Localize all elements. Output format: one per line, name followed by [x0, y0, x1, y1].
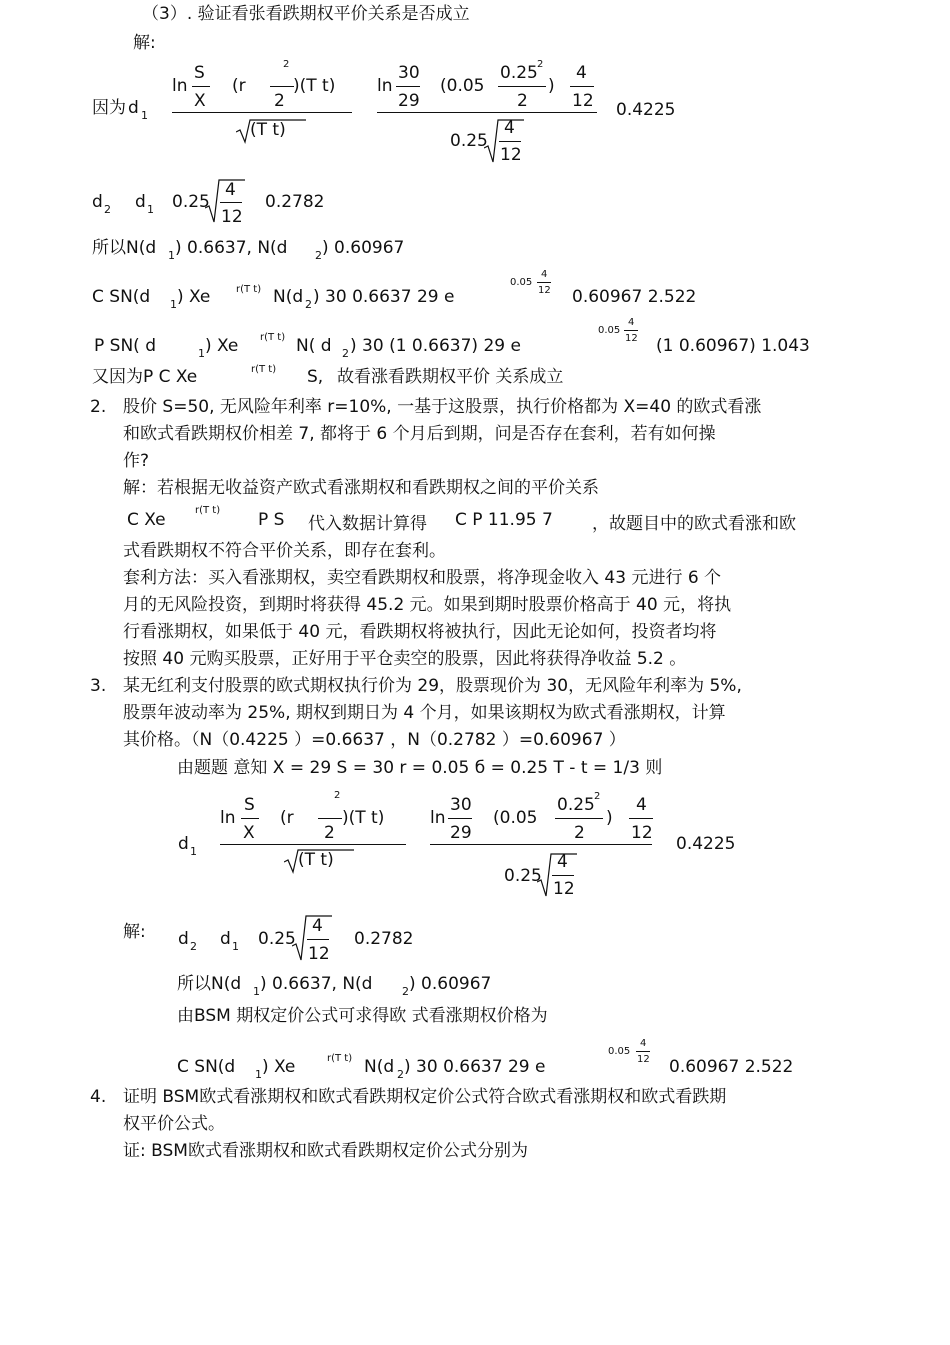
exponent: r(T t) — [195, 505, 221, 516]
Tt-term: )(T t) — [342, 808, 385, 828]
subscript: 1 — [198, 347, 205, 360]
section-3-title: （3）. 验证看张看跌期权平价关系是否成立 — [142, 4, 470, 24]
q3-line-1: 某无红利支付股票的欧式期权执行价为 29，股票现价为 30，无风险年利率为 5%, — [123, 676, 742, 696]
Xe-term: ) Xe — [177, 287, 211, 307]
Xe-term: ) Xe — [205, 336, 239, 356]
num-12: 12 — [500, 145, 522, 165]
q4-proof-intro: 证: BSM欧式看涨期权和欧式看跌期权定价公式分别为 — [123, 1141, 528, 1161]
q4-number: 4. — [90, 1087, 107, 1107]
exp-frac-den: 12 — [625, 333, 638, 344]
close-paren: ) — [548, 76, 555, 96]
exponent: r(T t) — [251, 364, 277, 375]
exponent: 0.05 — [598, 325, 621, 336]
q2-line-2: 和欧式看跌期权价相差 7, 都将于 6 个月后到期，问是否存在套利，若有如何操 — [123, 424, 716, 444]
q2-number: 2. — [90, 397, 107, 417]
subscript: 1 — [141, 109, 148, 122]
sqrt-Tt: (T t) — [298, 850, 334, 870]
numbers: ) 30 0.6637 29 e — [404, 1057, 546, 1077]
num-29: 29 — [398, 91, 420, 111]
q4-line-1: 证明 BSM欧式看涨期权和欧式看跌期权定价公式符合欧式看涨期权和欧式看跌期 — [123, 1087, 727, 1107]
N-d2-value: ) 0.60967 — [409, 974, 492, 994]
q2-line-7: 套利方法：买入看涨期权，卖空看跌期权和股票，将净现金收入 43 元进行 6 个 — [123, 568, 722, 588]
d1-symbol: d — [128, 98, 139, 118]
numbers: ) 30 (1 0.6637) 29 e — [350, 336, 521, 356]
ln-label: ln — [172, 76, 188, 96]
call-result: 0.60967 2.522 — [572, 287, 697, 307]
superscript: 2 — [283, 59, 290, 70]
num-12: 12 — [308, 944, 330, 964]
C-term: C SN(d — [92, 287, 151, 307]
X-symbol: X — [243, 823, 255, 843]
subscript: 2 — [305, 298, 312, 311]
computed-diff: C P 11.95 7 — [455, 510, 553, 530]
subscript: 2 — [315, 249, 322, 262]
exp-frac-num: 4 — [628, 317, 635, 328]
d1-result: 0.4225 — [616, 100, 676, 120]
subscript: 1 — [255, 1068, 262, 1081]
subscript: 2 — [397, 1068, 404, 1081]
ln-label-2: ln — [430, 808, 446, 828]
q3-solution-label: 解: — [123, 922, 146, 942]
num-4: 4 — [504, 118, 515, 138]
d-symbol: d — [135, 192, 146, 212]
subscript: 2 — [104, 203, 111, 216]
d2-result: 0.2782 — [354, 929, 414, 949]
num-4: 4 — [312, 916, 323, 936]
coef-025: 0.25 — [258, 929, 296, 949]
num-4: 4 — [636, 795, 647, 815]
q2-line-5-tail: ，故题目中的欧式看涨和欧 — [592, 514, 796, 534]
sigma-025: 0.25 — [557, 795, 595, 815]
call-result: 0.60967 2.522 — [669, 1057, 794, 1077]
subscript: 1 — [232, 940, 239, 953]
r-open: (r — [280, 808, 294, 828]
q2-line-9: 行看涨期权，如果低于 40 元，看跌期权将被执行，因此无论如何，投资者均将 — [123, 622, 717, 642]
q3-line-3: 其价格。（N（0.4225 ）=0.6637 ，N（0.2782 ）=0.60967 ） — [123, 730, 626, 750]
subscript: 1 — [253, 985, 260, 998]
N-term: N(d — [364, 1057, 395, 1077]
num-30: 30 — [398, 63, 420, 83]
solution-label: 解: — [133, 33, 156, 53]
N-d2-value: ) 0.60967 — [322, 238, 405, 258]
denominator-2: 2 — [324, 823, 335, 843]
q2-line-1: 股价 S=50, 无风险年利率 r=10%, 一基于这股票，执行价格都为 X=40 的欧式看涨 — [123, 397, 762, 417]
formula-rhs: P S — [258, 510, 285, 530]
num-30: 30 — [450, 795, 472, 815]
N-values: ) 0.6637, N(d — [175, 238, 288, 258]
Tt-term: )(T t) — [293, 76, 336, 96]
N-values: ) 0.6637, N(d — [260, 974, 373, 994]
paren-005: (0.05 — [440, 76, 485, 96]
d-symbol: d — [178, 929, 189, 949]
d1-result: 0.4225 — [676, 834, 736, 854]
close-paren: ) — [606, 808, 613, 828]
superscript: 2 — [537, 59, 544, 70]
q2-line-8: 月的无风险投资，到期时将获得 45.2 元。如果到期时股票价格高于 40 元，将执 — [123, 595, 732, 615]
exp-frac-den: 12 — [637, 1054, 650, 1065]
d1-symbol: d — [178, 834, 189, 854]
exp-frac-num: 4 — [640, 1038, 647, 1049]
q3-line-2: 股票年波动率为 25%, 期权到期日为 4 个月，如果该期权为欧式看涨期权，计算 — [123, 703, 726, 723]
exponent: r(T t) — [236, 284, 262, 295]
denominator-2: 2 — [517, 91, 528, 111]
num-12: 12 — [631, 823, 653, 843]
num-12: 12 — [572, 91, 594, 111]
N-d1-label: 所以N(d — [92, 238, 157, 258]
d-symbol: d — [92, 192, 103, 212]
num-4: 4 — [576, 63, 587, 83]
q3-number: 3. — [90, 676, 107, 696]
subscript: 1 — [147, 203, 154, 216]
because-again: 又因为P C Xe — [92, 367, 198, 387]
subscript: 2 — [190, 940, 197, 953]
exp-frac-den: 12 — [538, 285, 551, 296]
num-4: 4 — [557, 852, 568, 872]
num-29: 29 — [450, 823, 472, 843]
q2-line-10: 按照 40 元购买股票，正好用于平仓卖空的股票，因此将获得净收益 5.2 。 — [123, 649, 687, 669]
exponent: r(T t) — [260, 332, 286, 343]
q2-solution-intro: 解：若根据无收益资产欧式看涨期权和看跌期权之间的平价关系 — [123, 478, 599, 498]
num-12: 12 — [221, 207, 243, 227]
bsm-statement: 由BSM 期权定价公式可求得欧 式看涨期权价格为 — [177, 1006, 548, 1026]
P-term: P SN( d — [94, 336, 156, 356]
sqrt-Tt: (T t) — [250, 120, 286, 140]
exponent: 0.05 — [510, 277, 533, 288]
N-term: N(d — [273, 287, 304, 307]
X-symbol: X — [194, 91, 206, 111]
q2-line-6: 式看跌期权不符合平价关系，即存在套利。 — [123, 541, 446, 561]
subscript: 1 — [190, 845, 197, 858]
sigma-025: 0.25 — [500, 63, 538, 83]
subscript: 1 — [168, 249, 175, 262]
num-12: 12 — [553, 879, 575, 899]
denominator-2: 2 — [574, 823, 585, 843]
formula-lhs: C Xe — [127, 510, 166, 530]
subscript: 1 — [170, 298, 177, 311]
subscript: 2 — [342, 347, 349, 360]
Xe-term: ) Xe — [262, 1057, 296, 1077]
put-result: (1 0.60967) 1.043 — [656, 336, 810, 356]
d2-result: 0.2782 — [265, 192, 325, 212]
q4-line-2: 权平价公式。 — [123, 1114, 225, 1134]
superscript: 2 — [594, 791, 601, 802]
coef-025: 0.25 — [450, 131, 488, 151]
S-symbol: S — [244, 795, 255, 815]
exponent: 0.05 — [608, 1046, 631, 1057]
because-label: 因为 — [92, 98, 126, 118]
ln-label-2: ln — [377, 76, 393, 96]
coef-025: 0.25 — [504, 866, 542, 886]
N-d1-label: 所以N(d — [177, 974, 242, 994]
conclusion-text: 故看涨看跌期权平价 关系成立 — [337, 367, 564, 387]
S-term: S, — [307, 367, 324, 387]
N-term: N( d — [296, 336, 332, 356]
subscript: 2 — [402, 985, 409, 998]
paren-005: (0.05 — [493, 808, 538, 828]
exp-frac-num: 4 — [541, 269, 548, 280]
exponent: r(T t) — [327, 1053, 353, 1064]
r-open: (r — [232, 76, 246, 96]
S-symbol: S — [194, 63, 205, 83]
d-symbol: d — [220, 929, 231, 949]
denominator-2: 2 — [274, 91, 285, 111]
num-4: 4 — [225, 180, 236, 200]
numbers: ) 30 0.6637 29 e — [313, 287, 455, 307]
C-term: C SN(d — [177, 1057, 236, 1077]
superscript: 2 — [334, 790, 341, 801]
substitute-text: 代入数据计算得 — [308, 514, 427, 534]
q2-line-3: 作? — [123, 451, 150, 471]
q3-given: 由题题 意知 X = 29 S = 30 r = 0.05 б = 0.25 T - t = 1/3 则 — [177, 758, 663, 778]
coef-025: 0.25 — [172, 192, 210, 212]
ln-label: ln — [220, 808, 236, 828]
